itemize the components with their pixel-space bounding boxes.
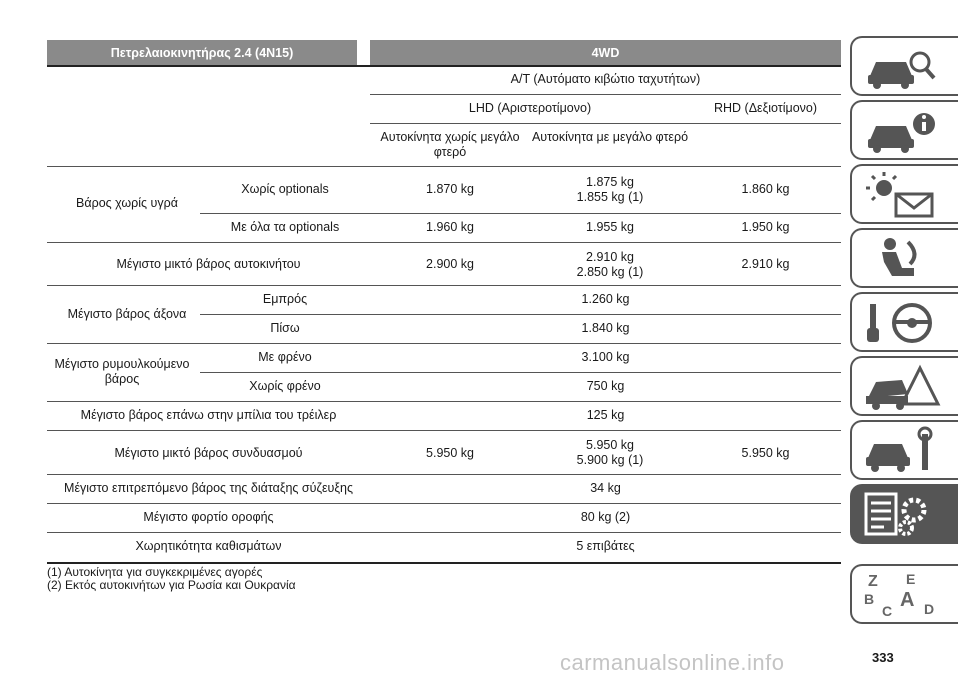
rule [200, 213, 841, 214]
tab-seat-airbag[interactable] [850, 228, 958, 288]
value: 1.950 kg [741, 220, 790, 234]
rule [47, 343, 841, 344]
rule [47, 474, 841, 475]
car-info-icon [862, 106, 942, 156]
gcw-label: Μέγιστο μικτό βάρος συνδυασμού [114, 446, 303, 460]
car-search-icon [862, 42, 942, 92]
axle-label: Μέγιστο βάρος άξονα [67, 307, 187, 321]
value: 1.870 kg [426, 182, 474, 196]
value-line: 1.855 kg (1) [576, 190, 644, 204]
drive-header [370, 40, 841, 65]
key-steering-icon [862, 298, 942, 348]
value: 5 επιβάτες [576, 539, 635, 553]
engine-header-label: Πετρελαιοκινητήρας 2.4 (4N15) [110, 45, 294, 60]
tab-car-wrench[interactable] [850, 420, 958, 480]
tab-technical-data[interactable] [850, 484, 958, 544]
roof-label: Μέγιστο φορτίο οροφής [143, 510, 274, 524]
rule [47, 532, 841, 533]
rule [47, 65, 841, 67]
value: 750 kg [586, 379, 625, 393]
value: 5.950 kg [741, 446, 790, 460]
seats-label: Χωρητικότητα καθισμάτων [135, 539, 282, 553]
no-fender-heading: Αυτοκίνητα χωρίς μεγάλο φτερό [380, 130, 520, 159]
value-line: 2.910 kg [586, 250, 634, 264]
svg-text:C: C [882, 603, 893, 619]
unbraked-label: Χωρίς φρένο [249, 379, 321, 393]
rule [200, 314, 841, 315]
value: 34 kg [590, 481, 621, 495]
svg-text:B: B [864, 591, 875, 607]
braked-label: Με φρένο [258, 350, 312, 364]
value: 125 kg [586, 408, 625, 422]
page-number: 333 [872, 650, 894, 665]
tab-warning-lights[interactable] [850, 164, 958, 224]
car-wrench-icon [862, 426, 942, 476]
value-line: 1.875 kg [586, 175, 634, 189]
rule [47, 166, 841, 167]
value: 2.900 kg [426, 257, 474, 271]
engine-header [47, 40, 357, 65]
rule [47, 430, 841, 431]
rule [370, 94, 841, 95]
tab-key-steering[interactable] [850, 292, 958, 352]
drive-header-label: 4WD [591, 45, 620, 60]
footnotes [47, 566, 296, 592]
gvw-label: Μέγιστο μικτό βάρος αυτοκινήτου [116, 257, 301, 271]
value-line: 5.950 kg [586, 438, 634, 452]
transmission-heading: A/T (Αυτόματο κιβώτιο ταχυτήτων) [510, 72, 701, 86]
rule [47, 242, 841, 243]
lhd-heading: LHD (Αριστεροτίμονο) [468, 101, 592, 115]
front-label: Εμπρός [262, 292, 308, 306]
tab-car-info[interactable] [850, 100, 958, 160]
rule [47, 401, 841, 402]
svg-text:Z: Z [868, 573, 878, 590]
rear-label: Πίσω [270, 321, 300, 335]
rule [47, 503, 841, 504]
value: 80 kg (2) [580, 510, 631, 524]
value: 1.840 kg [581, 321, 630, 335]
rule [370, 123, 841, 124]
all-options-label: Με όλα τα optionals [230, 220, 340, 234]
tab-car-crash[interactable] [850, 356, 958, 416]
watermark: carmanualsonline.info [560, 650, 785, 675]
value: 2.910 kg [741, 257, 790, 271]
value [530, 250, 690, 280]
seat-airbag-icon [862, 234, 942, 284]
ball-label: Μέγιστο βάρος επάνω στην μπίλια του τρέιλερ [80, 408, 337, 422]
no-options-label: Χωρίς optionals [241, 182, 329, 196]
value-line: 2.850 kg (1) [576, 265, 644, 279]
dry-weight-label: Βάρος χωρίς υγρά [76, 196, 178, 210]
rhd-heading: RHD (Δεξιοτίμονο) [713, 101, 818, 115]
value-line: 5.900 kg (1) [576, 453, 644, 467]
warning-lights-mail-icon [862, 170, 942, 220]
list-gears-icon [862, 490, 942, 540]
value [530, 175, 690, 205]
value: 3.100 kg [581, 350, 630, 364]
footnote-2: (2) Εκτός αυτοκινήτων για Ρωσία και Ουκρανία [47, 578, 296, 592]
footnote-1: (1) Αυτοκίνητα για συγκεκριμένες αγορές [47, 565, 263, 579]
fender-heading: Αυτοκίνητα με μεγάλο φτερό [531, 130, 689, 144]
value: 1.860 kg [741, 182, 790, 196]
svg-text:E: E [906, 571, 916, 587]
rule [47, 562, 841, 564]
value: 1.955 kg [586, 220, 634, 234]
car-crash-warning-icon [862, 362, 942, 412]
rule [200, 372, 841, 373]
tow-label: Μέγιστο ρυμουλκούμενο βάρος [54, 357, 190, 386]
coupling-label: Μέγιστο επιτρεπόμενο βάρος της διάταξης σύζευξης [64, 481, 353, 495]
rule [47, 285, 841, 286]
value [530, 438, 690, 468]
tab-alphabetical-index[interactable] [850, 564, 958, 624]
svg-text:D: D [924, 601, 935, 617]
tab-car-search[interactable] [850, 36, 958, 96]
value: 5.950 kg [426, 446, 474, 460]
value: 1.260 kg [581, 292, 630, 306]
svg-text:A: A [900, 589, 915, 611]
alphabet-index-icon [862, 570, 942, 620]
value: 1.960 kg [426, 220, 474, 234]
